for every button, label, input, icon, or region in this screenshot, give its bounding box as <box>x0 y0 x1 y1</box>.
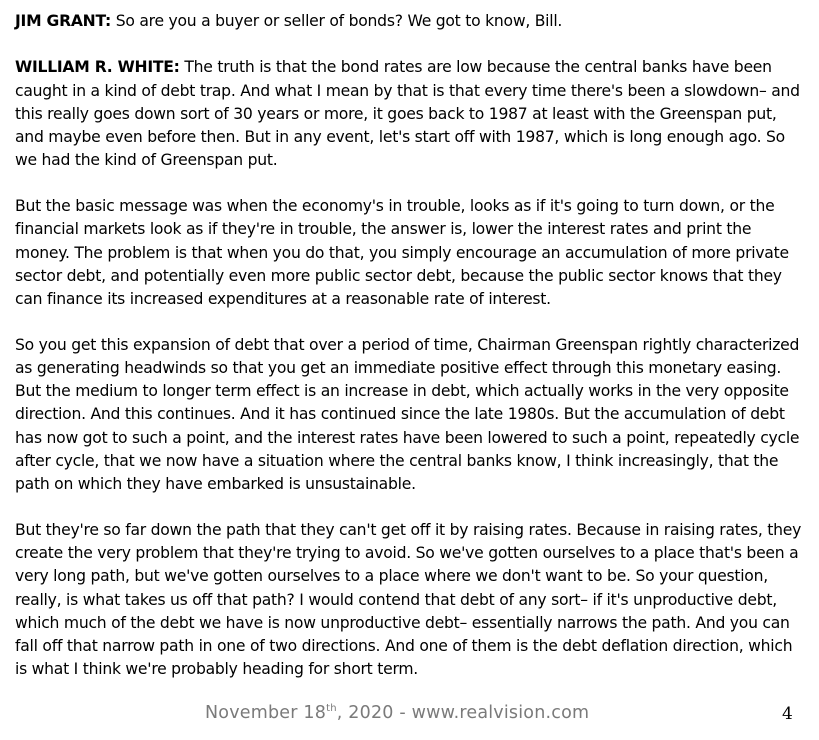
speaker-name: WILLIAM R. WHITE: <box>15 58 180 77</box>
transcript-body <box>15 10 805 704</box>
footer-site: , 2020 - www.realvision.com <box>336 703 590 723</box>
paragraph-jim-grant <box>15 10 805 33</box>
paragraph: So you get this expansion of debt that over a period of time, Chairman Greenspan rightly characterized as generating headwinds so that you get an immediate positive effect through this monetary easing. But the medium to longer term effect is an increase in debt, which actually works in the very opposite direction. And this continues. And it has continued since the late 1980s. But the accumulation of debt has now got to such a point, and the interest rates have been lowered to such a point, repeatedly cycle after cycle, that we now have a situation where the central banks know, I think increasingly, that the path on which they have embarked is unsustainable. <box>15 336 800 493</box>
paragraph: But they're so far down the path that they can't get off it by raising rates. Because in raising rates, they create the very problem that they're trying to avoid. So we've gotten ourselves to a place that's been a very long path, but we've gotten ourselves to a place where we don't want to be. So your question, really, is what takes us off that path? I would contend that debt of any sort– if it's unproductive debt, which much of the debt we have is now unproductive debt– essentially narrows the path. And you can fall off that narrow path in one of two directions. And one of them is the debt deflation direction, which is what I think we're probably heading for short term. <box>15 521 802 678</box>
speaker-name: JIM GRANT: <box>15 12 111 30</box>
paragraph-text: The truth is that the bond rates are low because the central banks have been caught in a kind of debt trap. And what I mean by that is that every time there's been a slowdown– and this really goes down sort of 30 years or more, it goes back to 1987 at least with the Greenspan put, and maybe even before then. But in any event, let's start off with 1987, which is long enough ago. So we had the kind of Greenspan put. <box>15 58 800 169</box>
page-footer <box>0 703 819 733</box>
paragraph: But the basic message was when the economy's in trouble, looks as if it's going to turn down, or the financial markets look as if they're in trouble, the answer is, lower the interest rates and print the money. The problem is that when you do that, you simply encourage an accumulation of more private sector debt, and potentially even more public sector debt, because the public sector knows that they can finance its increased expenditures at a reasonable rate of interest. <box>15 197 789 308</box>
footer-date: November 18 <box>205 703 327 723</box>
paragraph-william-white <box>15 56 805 171</box>
footer-date-site <box>205 703 589 723</box>
footer-date-ordinal: th <box>326 703 337 714</box>
paragraph-text: So are you a buyer or seller of bonds? We got to know, Bill. <box>111 12 563 30</box>
page-number: 4 <box>782 704 793 724</box>
